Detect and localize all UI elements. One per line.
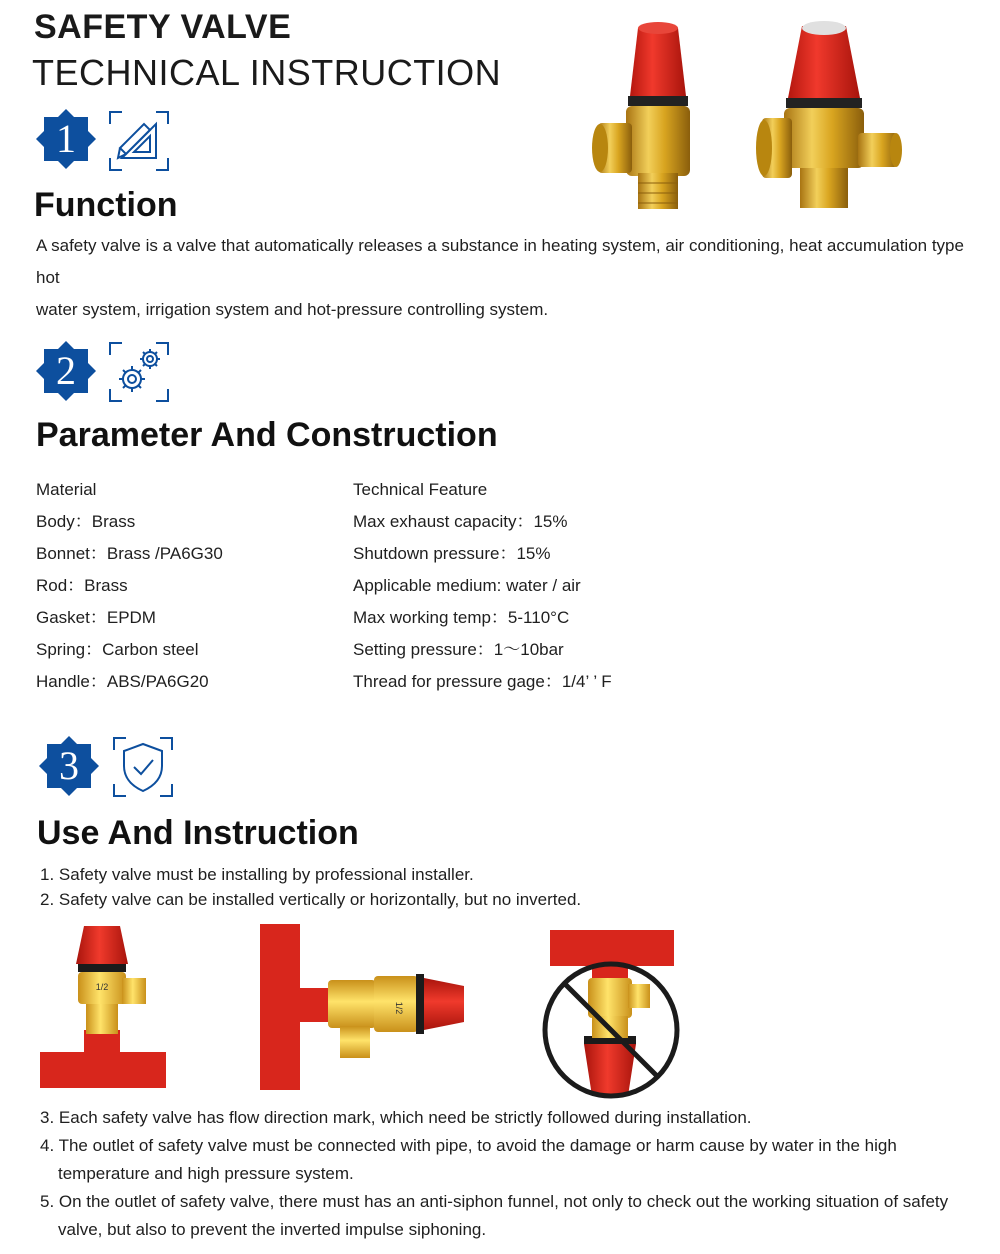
feature-item: Shutdown pressure：15% <box>353 544 551 563</box>
valve-photo-1 <box>592 22 690 209</box>
feature-item: Technical Feature <box>353 480 488 499</box>
inverted-installation-forbidden-illustration <box>545 930 677 1096</box>
instruction-step: 4. The outlet of safety valve must be connected with pipe, to avoid the damage or harm cause by water in the high <box>40 1136 897 1155</box>
shield-check-icon <box>112 736 174 798</box>
page-title: SAFETY VALVE <box>34 8 292 46</box>
function-text <box>36 230 976 326</box>
feature-item: Setting pressure：1～10bar <box>353 640 564 659</box>
technical-feature-list <box>353 474 612 698</box>
material-item: Bonnet：Brass /PA6G30 <box>36 544 223 563</box>
instruction-step-continued: valve, but also to prevent the inverted impulse siphoning. <box>58 1220 487 1239</box>
section-number: 1 <box>56 116 76 161</box>
instruction-step: 3. Each safety valve has flow direction mark, which need be strictly followed during installation. <box>40 1108 752 1127</box>
material-item: Handle：ABS/PA6G20 <box>36 672 209 691</box>
material-item: Spring：Carbon steel <box>36 640 199 659</box>
function-text-line-1: A safety valve is a valve that automatically releases a substance in heating system, air conditioning, heat accumulation type hot <box>36 236 964 287</box>
installation-illustrations <box>36 918 686 1104</box>
instruction-step: 5. On the outlet of safety valve, there must has an anti-siphon funnel, not only to check out the working situation of safety <box>40 1192 949 1211</box>
section-number: 2 <box>56 348 76 393</box>
section-heading-parameter: Parameter And Construction <box>36 416 498 454</box>
product-photo <box>590 18 920 218</box>
feature-item: Thread for pressure gage：1/4’ ’ F <box>353 672 612 691</box>
valve-size-mark: 1/2 <box>95 982 109 992</box>
feature-item: Max exhaust capacity：15% <box>353 512 568 531</box>
material-item: Material <box>36 480 97 499</box>
instruction-step: 1. Safety valve must be installing by professional installer. <box>40 865 474 884</box>
feature-item: Applicable medium: water / air <box>353 576 581 595</box>
section-heading-use: Use And Instruction <box>37 814 359 852</box>
valve-size-mark: 1/2 <box>394 1001 404 1015</box>
material-item: Body：Brass <box>36 512 136 531</box>
valve-photo-2 <box>756 21 902 208</box>
page-subtitle: TECHNICAL INSTRUCTION <box>32 52 502 93</box>
section-heading-function: Function <box>34 186 178 224</box>
material-item: Gasket：EPDM <box>36 608 156 627</box>
material-list <box>36 474 223 698</box>
instruction-list-top <box>40 862 581 912</box>
vertical-installation-illustration <box>40 926 166 1088</box>
gears-icon <box>108 341 170 403</box>
horizontal-installation-illustration <box>260 924 464 1090</box>
instruction-step-continued: temperature and high pressure system. <box>58 1164 354 1183</box>
section-number: 3 <box>59 743 79 788</box>
feature-item: Max working temp：5-110°C <box>353 608 570 627</box>
instruction-step: 2. Safety valve can be installed vertically or horizontally, but no inverted. <box>40 890 582 909</box>
function-text-line-2: water system, irrigation system and hot-pressure controlling system. <box>36 300 549 319</box>
drafting-tools-icon <box>108 110 170 172</box>
instruction-list-bottom <box>40 1104 948 1244</box>
material-item: Rod：Brass <box>36 576 128 595</box>
